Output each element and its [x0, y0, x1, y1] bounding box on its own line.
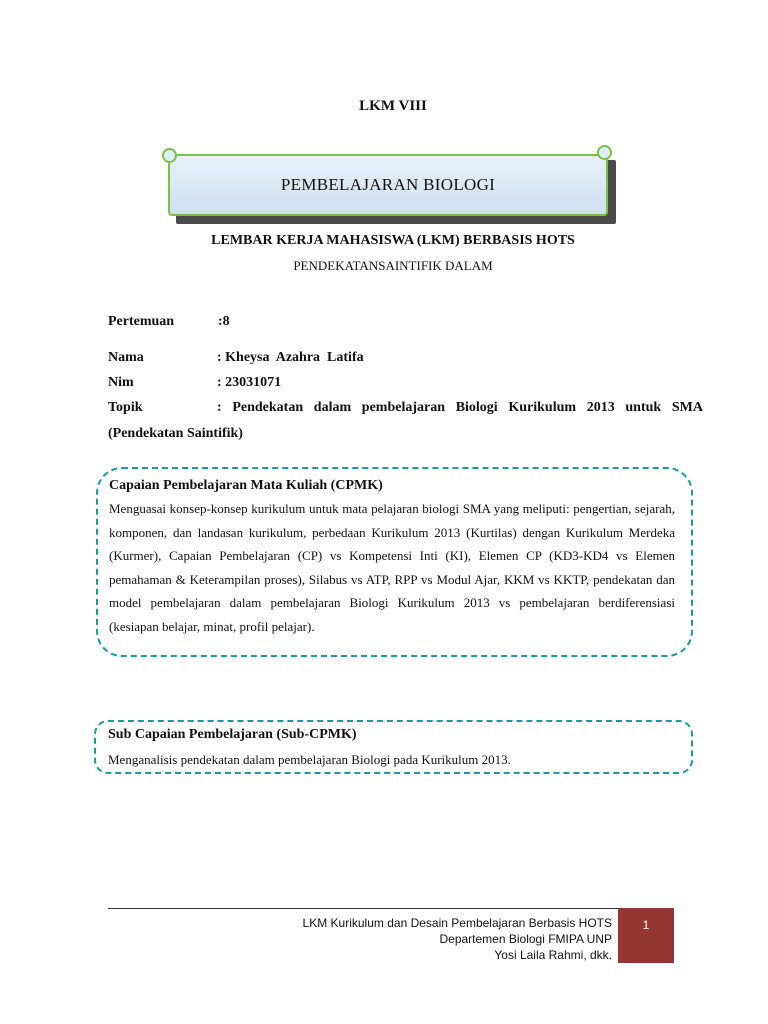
footer-line-3: Yosi Laila Rahmi, dkk.	[494, 948, 612, 962]
cpmk-title: Capaian Pembelajaran Mata Kuliah (CPMK)	[109, 478, 383, 493]
pertemuan-label: Pertemuan	[108, 314, 175, 329]
topik-value: : Pendekatan dalam pembelajaran Biologi Kurikulum 2013 untuk SMA	[217, 400, 703, 415]
lkm-title: LKM VIII	[359, 98, 427, 114]
footer-text	[220, 915, 612, 963]
topik-continuation: (Pendekatan Saintifik)	[108, 426, 243, 441]
nama-label: Nama	[108, 350, 144, 365]
document-subtitle-2: PENDEKATANSAINTIFIK DALAM	[293, 258, 493, 273]
footer-line-2: Departemen Biologi FMIPA UNP	[439, 932, 612, 946]
page-number: 1	[618, 908, 674, 963]
banner-title: PEMBELAJARAN BIOLOGI	[280, 175, 496, 194]
nim-value: : 23031071	[217, 375, 282, 390]
title-banner	[160, 148, 618, 226]
topik-label: Topik	[108, 400, 143, 415]
sub-cpmk-body: Menganalisis pendekatan dalam pembelajaran Biologi pada Kurikulum 2013.	[108, 752, 511, 767]
footer-rule	[108, 908, 618, 909]
pertemuan-value: :8	[218, 314, 230, 329]
nama-value: : Kheysa Azahra Latifa	[217, 350, 364, 365]
footer-line-1: LKM Kurikulum dan Desain Pembelajaran Berbasis HOTS	[302, 916, 612, 930]
document-subtitle: LEMBAR KERJA MAHASISWA (LKM) BERBASIS HOTS	[211, 233, 575, 248]
sub-cpmk-title: Sub Capaian Pembelajaran (Sub-CPMK)	[108, 727, 357, 742]
nim-label: Nim	[108, 375, 134, 390]
cpmk-body: Menguasai konsep-konsep kurikulum untuk mata pelajaran biologi SMA yang meliputi: pengertian, sejarah, komponen, dan landasan kurikulum, perbedaan Kurikulum 2013 (Kurtilas) dengan Kurikulum Merdeka (Kurmer), Capaian Pembelajaran (CP) vs Kompetensi Inti (KI), Elemen CP (KD3-KD4 vs Elemen pemahaman & Keterampilan proses), Silabus vs ATP, RPP vs Modul Ajar, KKM vs KKTP, pendekatan dan model pembelajaran dalam pembelajaran Biologi Kurikulum 2013 vs pembelajaran berdiferensiasi (kesiapan belajar, minat, profil pelajar).	[109, 501, 675, 634]
